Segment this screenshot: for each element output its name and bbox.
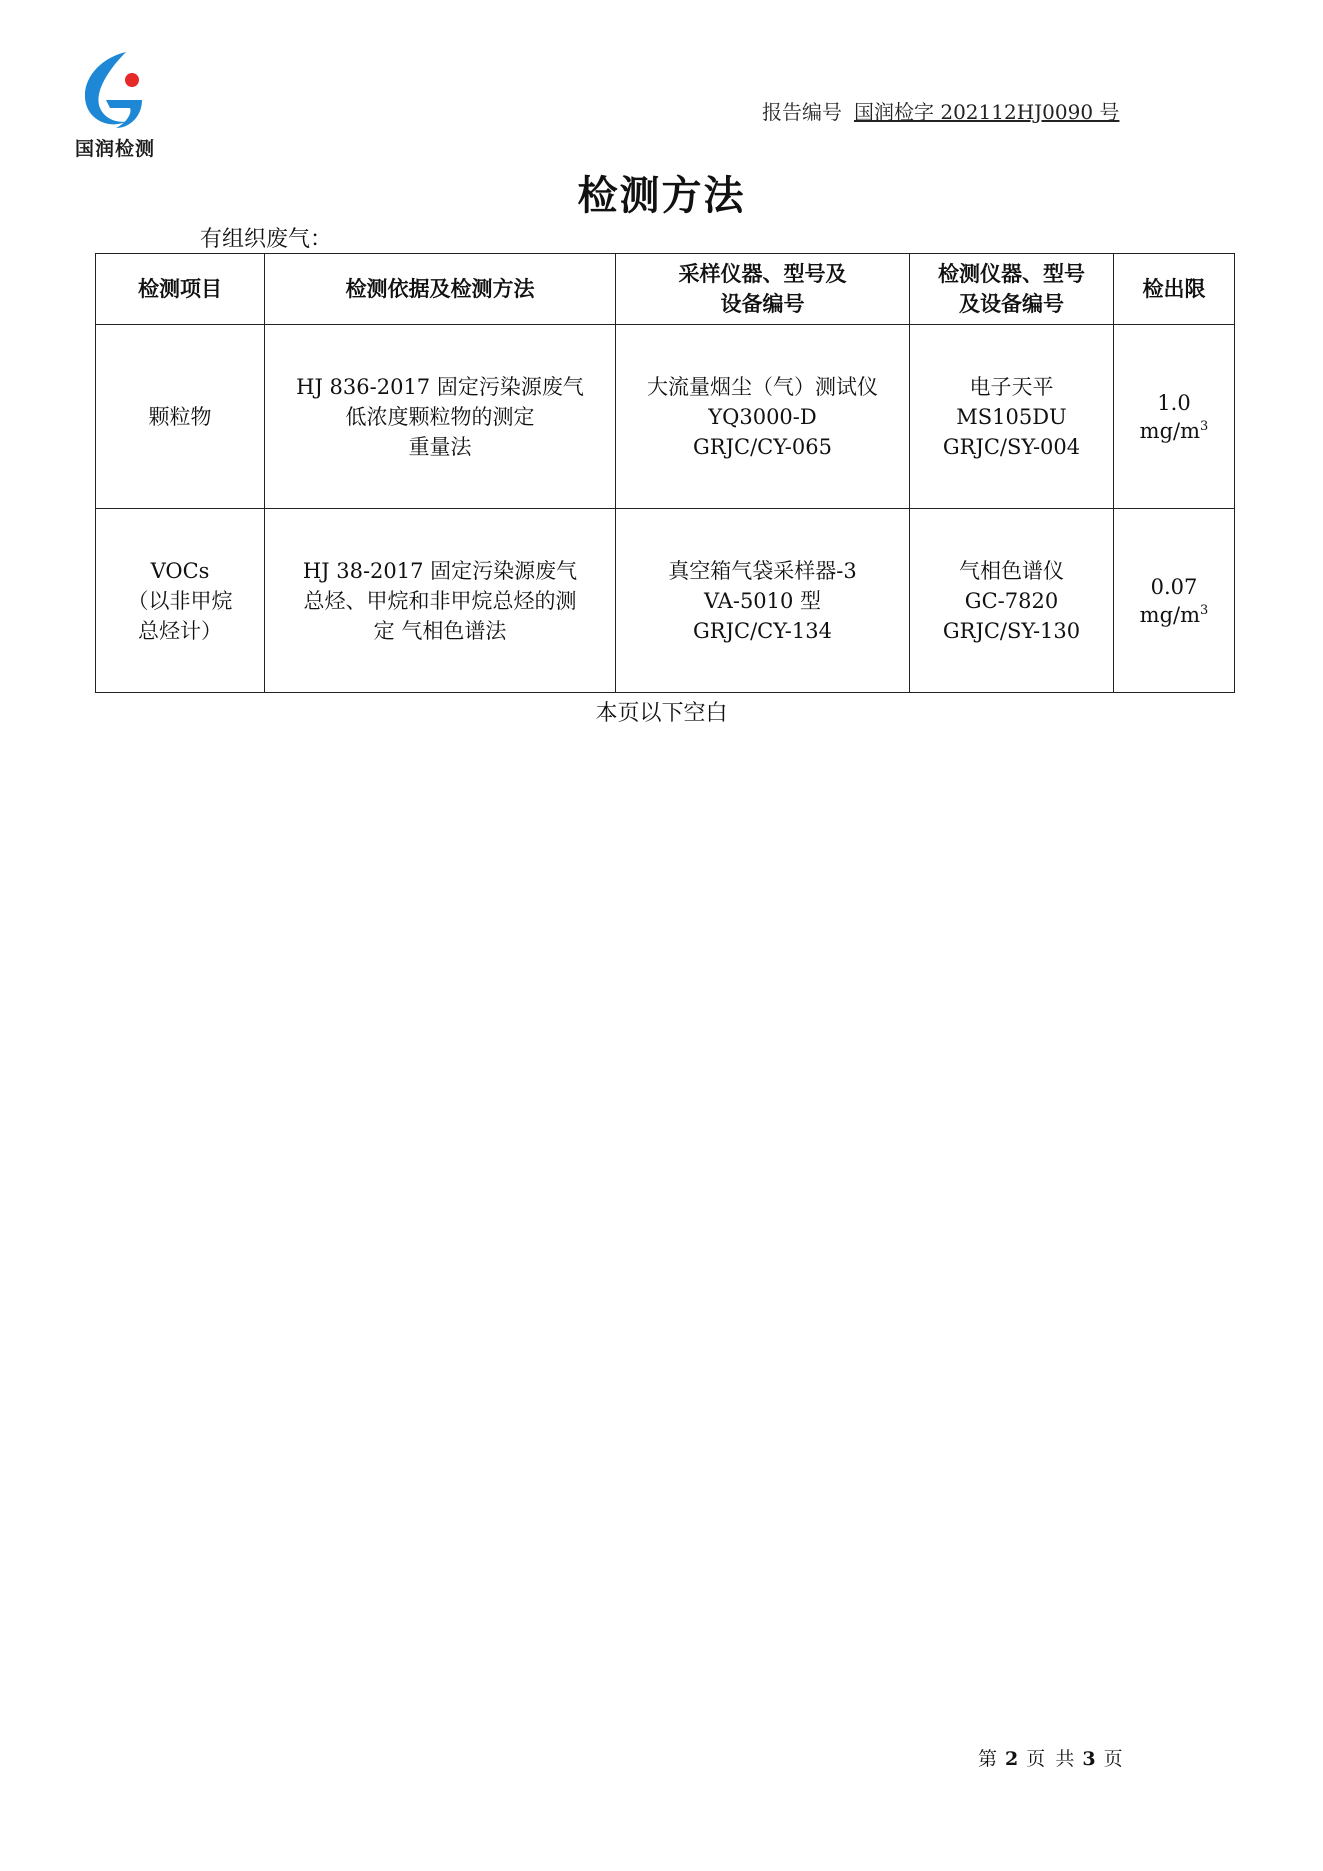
cell-sampling: 真空箱气袋采样器-3 VA-5010 型 GRJC/CY-134 (616, 509, 910, 693)
cell-method: HJ 38-2017 固定污染源废气 总烃、甲烷和非甲烷总烃的测 定 气相色谱法 (265, 509, 616, 693)
methods-table (95, 253, 1235, 693)
company-logo (60, 50, 170, 162)
cell-detection: 气相色谱仪 GC-7820 GRJC/SY-130 (910, 509, 1114, 693)
report-number-label: 报告编号 (762, 100, 842, 124)
table-row (96, 325, 1235, 509)
header-method: 检测依据及检测方法 (265, 254, 616, 325)
cell-item: 颗粒物 (96, 325, 265, 509)
section-label: 有组织废气： (200, 227, 333, 252)
header-detection-instrument: 检测仪器、型号 及设备编号 (910, 254, 1114, 325)
cell-item: VOCs （以非甲烷 总烃计） (96, 509, 265, 693)
report-number-value: 国润检字 202112HJ0090 号 (854, 100, 1120, 124)
page-title: 检测方法 (577, 173, 746, 219)
cell-limit: 1.0 $mg/m^3$ (1114, 325, 1235, 509)
cell-sampling: 大流量烟尘（气）测试仪 YQ3000-D GRJC/CY-065 (616, 325, 910, 509)
cell-detection: 电子天平 MS105DU GRJC/SY-004 (910, 325, 1114, 509)
report-number (762, 96, 1119, 125)
header-item: 检测项目 (96, 254, 265, 325)
table-header-row (96, 254, 1235, 325)
header-limit: 检出限 (1114, 254, 1235, 325)
logo-text: 国润检测 (74, 138, 155, 160)
logo-mark-icon (76, 50, 154, 134)
page-number: 第 2 页 共 3 页 (978, 1748, 1123, 1770)
cell-limit: 0.07 $mg/m^3$ (1114, 509, 1235, 693)
blank-page-note: 本页以下空白 (595, 701, 728, 726)
table-row (96, 509, 1235, 693)
header-sampling-instrument: 采样仪器、型号及 设备编号 (616, 254, 910, 325)
cell-method: HJ 836-2017 固定污染源废气 低浓度颗粒物的测定 重量法 (265, 325, 616, 509)
current-page: 2 (1005, 1748, 1019, 1770)
total-pages: 3 (1082, 1748, 1096, 1770)
